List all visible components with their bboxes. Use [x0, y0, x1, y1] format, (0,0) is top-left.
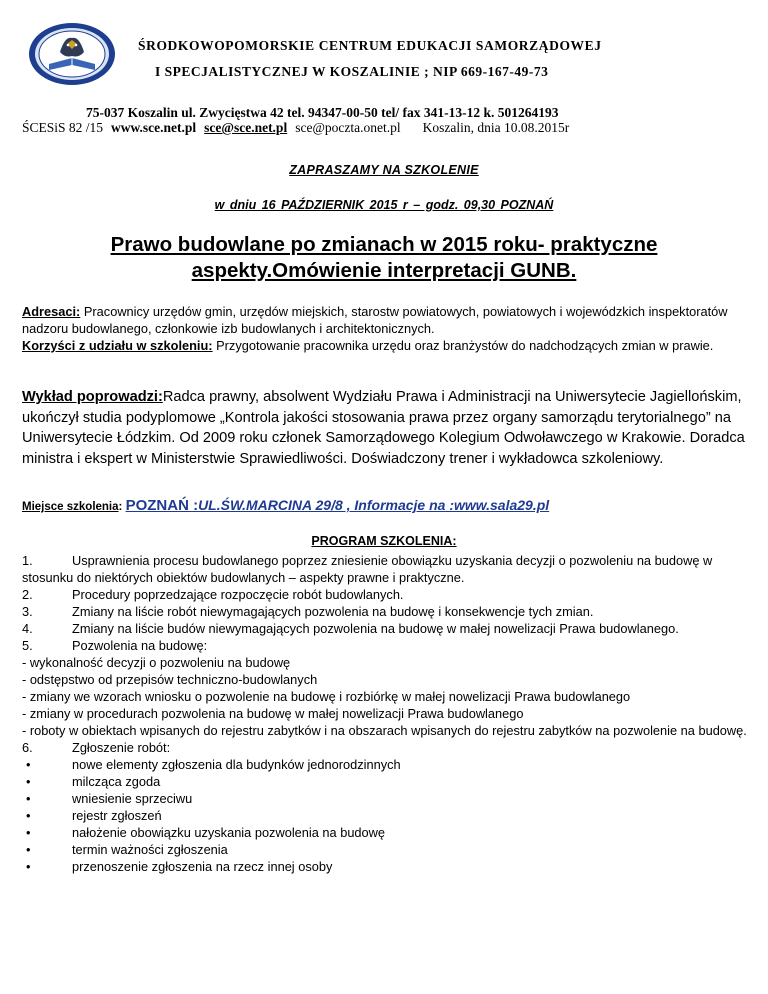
program-bullet-item: [22, 773, 752, 790]
email-link-primary[interactable]: sce@sce.net.pl: [204, 120, 288, 135]
program-list: [22, 552, 752, 875]
training-title-line2: aspekty.Omówienie interpretacji GUNB.: [191, 259, 577, 282]
program-item-text: Zmiany na liście robót niewymagających pozwolenia na budowę i konsekwencje tych zmian.: [72, 604, 594, 619]
reference-line: [22, 120, 569, 136]
benefits-label: Korzyści z udziału w szkoleniu:: [22, 338, 213, 353]
bullet-text: wniesienie sprzeciwu: [72, 791, 193, 806]
program-subitem: - roboty w obiektach wpisanych do rejestru zabytków i na obszarach wpisanych do rejestru zabytków na pozwolenie na budowę.: [22, 723, 747, 738]
venue-label: Miejsce szkolenia: [22, 501, 119, 513]
email-link-secondary[interactable]: sce@poczta.onet.pl: [295, 120, 401, 135]
program-item-4: [22, 620, 752, 637]
bullet-text: termin ważności zgłoszenia: [72, 842, 228, 857]
program-item-2: [22, 586, 752, 603]
program-item-6: [22, 739, 752, 756]
venue-address-link[interactable]: UL.ŚW.MARCINA 29/8 , Informacje na :www.sala29.pl: [198, 497, 550, 513]
program-subitem: - zmiany we wzorach wniosku o pozwolenie na budowę i rozbiórkę w małej nowelizacji Prawa budowlanego: [22, 689, 631, 704]
invitation-heading: ZAPRASZAMY NA SZKOLENIE: [289, 163, 479, 177]
program-subitem: - odstępstwo od przepisów techniczno-budowlanych: [22, 672, 318, 687]
bullet-text: rejestr zgłoszeń: [72, 808, 162, 823]
bullet-icon: •: [26, 859, 31, 874]
lecturer-label: Wykład poprowadzi:: [22, 389, 163, 405]
place-and-date: Koszalin, dnia 10.08.2015r: [422, 120, 570, 135]
program-item-5: [22, 637, 752, 654]
venue-label-colon: :: [118, 501, 126, 513]
benefits-text: Przygotowanie pracownika urzędu oraz branżystów do nadchodzących zmian w prawie.: [212, 338, 714, 353]
program-bullet-item: [22, 841, 752, 858]
bullet-icon: •: [26, 808, 31, 823]
bullet-text: nowe elementy zgłoszenia dla budynków jednorodzinnych: [72, 757, 401, 772]
program-item-number: 4.: [22, 621, 33, 636]
program-item-text: Zmiany na liście budów niewymagających pozwolenia na budowę w małej nowelizacji Prawa budowlanego.: [72, 621, 679, 636]
organization-name-line2: I SPECJALISTYCZNEJ W KOSZALINIE ; NIP 669-167-49-73: [155, 64, 549, 79]
program-subitem: - zmiany w procedurach pozwolenia na budowę w małej nowelizacji Prawa budowlanego: [22, 706, 524, 721]
program-subitem: - wykonalność decyzji o pozwoleniu na budowę: [22, 655, 291, 670]
program-item-text: Usprawnienia procesu budowlanego poprzez zniesienie obowiązku uzyskania decyzji o pozwoleniu na budowę w stosunku do niektórych obiektów budowlanych – aspekty prawne i praktyczne.: [22, 553, 713, 585]
benefits-paragraph: [22, 337, 752, 354]
program-item-3: [22, 603, 752, 620]
program-item-1: [22, 552, 752, 586]
program-item-number: 5.: [22, 638, 33, 653]
audience-text: Pracownicy urzędów gmin, urzędów miejskich, starostw powiatowych, powiatowych i wojewódzkich inspektoratów nadzoru budowlanego, członkowie izb budowlanych i architektonicznych.: [22, 304, 728, 336]
program-heading: PROGRAM SZKOLENIA:: [311, 534, 457, 548]
organization-name-line1: ŚRODKOWOPOMORSKIE CENTRUM EDUKACJI SAMORZĄDOWEJ: [138, 38, 602, 53]
website-link[interactable]: www.sce.net.pl: [111, 120, 197, 135]
contact-address-line: 75-037 Koszalin ul. Zwycięstwa 42 tel. 94347-00-50 tel/ fax 341-13-12 k. 501264193: [86, 105, 559, 120]
program-bullet-item: [22, 824, 752, 841]
venue-city: POZNAŃ :: [125, 497, 199, 514]
bullet-icon: •: [26, 842, 31, 857]
program-item-number: 3.: [22, 604, 33, 619]
bullet-icon: •: [26, 757, 31, 772]
program-item-text: Procedury poprzedzające rozpoczęcie robót budowlanych.: [72, 587, 404, 602]
bullet-text: nałożenie obowiązku uzyskania pozwolenia na budowę: [72, 825, 386, 840]
program-bullet-item: [22, 756, 752, 773]
bullet-icon: •: [26, 825, 31, 840]
program-item-text: Pozwolenia na budowę:: [72, 638, 208, 653]
reference-number: ŚCESiS 82 /15: [22, 120, 104, 135]
training-title-line1: Prawo budowlane po zmianach w 2015 roku- praktyczne: [110, 233, 658, 256]
audience-label: Adresaci:: [22, 304, 81, 319]
training-title: [0, 232, 768, 284]
lecturer-text: Radca prawny, absolwent Wydziału Prawa i Administracji na Uniwersytecie Jagiellońskim, ukończył studia podyplomowe „Kontrola jakości stosowania prawa przez organy samorządu terytorialnego” na Uniwersytecie Łódzkim. Od 2009 roku członek Samorządowego Kolegium Odwoławczego w Krakowie. Doradca ministra i ekspert w Ministerstwie Sprawiedliwości. Doświadczony trener i wykładowca szkoleniowy.: [22, 389, 745, 467]
bullet-icon: •: [26, 791, 31, 806]
program-bullet-item: [22, 790, 752, 807]
audience-paragraph: [22, 303, 752, 337]
program-item-number: 1.: [22, 553, 33, 568]
program-item-number: 2.: [22, 587, 33, 602]
venue-line: [22, 497, 549, 515]
bullet-text: przenoszenie zgłoszenia na rzecz innej osoby: [72, 859, 333, 874]
program-item-text: Zgłoszenie robót:: [72, 740, 171, 755]
bullet-icon: •: [26, 774, 31, 789]
program-bullet-item: [22, 858, 752, 875]
bullet-text: milcząca zgoda: [72, 774, 161, 789]
event-date-line: w dniu 16 PAŹDZIERNIK 2015 r – godz. 09,30 POZNAŃ: [214, 198, 554, 212]
organization-logo-emblem: [27, 22, 117, 86]
program-bullet-item: [22, 807, 752, 824]
lecturer-paragraph: [22, 387, 752, 469]
program-item-number: 6.: [22, 740, 33, 755]
